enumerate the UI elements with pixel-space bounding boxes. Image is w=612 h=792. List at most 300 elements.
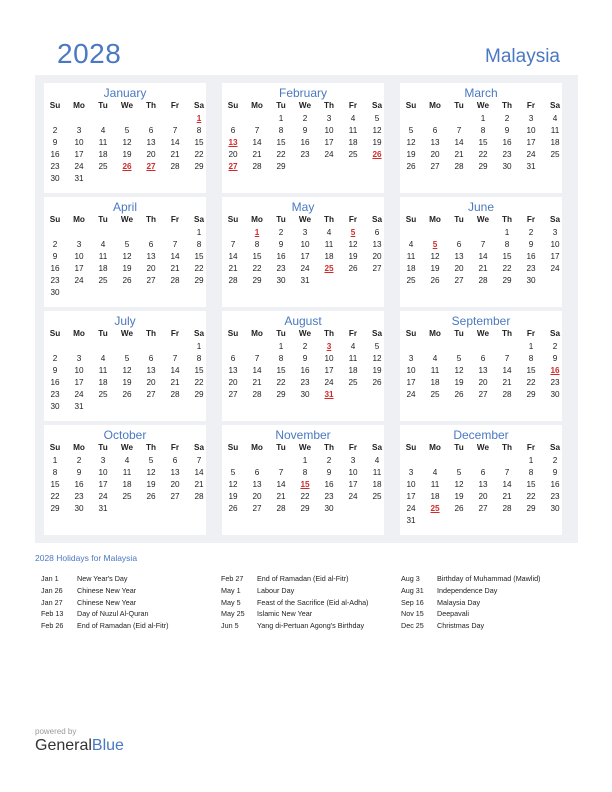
day-cell[interactable]: 10 xyxy=(324,353,334,363)
day-cell[interactable]: 29 xyxy=(526,389,536,399)
day-cell[interactable]: 14 xyxy=(276,479,286,489)
day-cell[interactable]: 22 xyxy=(300,491,310,501)
day-cell[interactable]: 30 xyxy=(526,275,536,285)
day-cell[interactable]: 27 xyxy=(228,389,238,399)
day-cell[interactable]: 12 xyxy=(122,137,132,147)
day-cell[interactable]: 8 xyxy=(278,353,284,363)
day-cell[interactable]: 4 xyxy=(408,239,414,249)
day-cell[interactable]: 2 xyxy=(326,456,332,465)
day-cell[interactable]: 30 xyxy=(50,173,60,183)
day-cell[interactable]: 16 xyxy=(300,137,310,147)
holiday-day-cell[interactable]: 5 xyxy=(350,228,356,237)
day-cell[interactable]: 19 xyxy=(228,491,238,501)
day-cell[interactable]: 13 xyxy=(252,479,262,489)
day-cell[interactable]: 15 xyxy=(194,137,204,147)
day-cell[interactable]: 5 xyxy=(374,114,380,123)
day-cell[interactable]: 17 xyxy=(348,479,358,489)
day-cell[interactable]: 3 xyxy=(528,114,534,123)
day-cell[interactable]: 21 xyxy=(194,479,204,489)
day-cell[interactable]: 20 xyxy=(478,491,488,501)
day-cell[interactable]: 11 xyxy=(98,365,108,375)
day-cell[interactable]: 20 xyxy=(170,479,180,489)
day-cell[interactable]: 4 xyxy=(100,239,106,249)
day-cell[interactable]: 26 xyxy=(454,503,464,513)
day-cell[interactable]: 21 xyxy=(502,491,512,501)
day-cell[interactable]: 26 xyxy=(406,161,416,171)
day-cell[interactable]: 24 xyxy=(74,161,84,171)
day-cell[interactable]: 5 xyxy=(124,239,130,249)
day-cell[interactable]: 15 xyxy=(502,251,512,261)
day-cell[interactable]: 26 xyxy=(372,377,382,387)
day-cell[interactable]: 2 xyxy=(552,342,558,351)
day-cell[interactable]: 28 xyxy=(478,275,488,285)
day-cell[interactable]: 7 xyxy=(480,239,486,249)
day-cell[interactable]: 23 xyxy=(526,263,536,273)
day-cell[interactable]: 11 xyxy=(122,467,132,477)
day-cell[interactable]: 2 xyxy=(278,228,284,237)
day-cell[interactable]: 3 xyxy=(302,228,308,237)
day-cell[interactable]: 13 xyxy=(430,137,440,147)
day-cell[interactable]: 14 xyxy=(502,479,512,489)
day-cell[interactable]: 18 xyxy=(372,479,382,489)
day-cell[interactable]: 18 xyxy=(348,365,358,375)
day-cell[interactable]: 27 xyxy=(146,389,156,399)
day-cell[interactable]: 23 xyxy=(50,389,60,399)
day-cell[interactable]: 13 xyxy=(228,365,238,375)
holiday-day-cell[interactable]: 26 xyxy=(122,161,132,171)
day-cell[interactable]: 22 xyxy=(50,491,60,501)
day-cell[interactable]: 3 xyxy=(326,114,332,123)
day-cell[interactable]: 24 xyxy=(550,263,560,273)
day-cell[interactable]: 10 xyxy=(98,467,108,477)
day-cell[interactable]: 27 xyxy=(478,389,488,399)
day-cell[interactable]: 10 xyxy=(74,137,84,147)
day-cell[interactable]: 24 xyxy=(74,389,84,399)
day-cell[interactable]: 11 xyxy=(430,365,440,375)
day-cell[interactable]: 30 xyxy=(502,161,512,171)
holiday-day-cell[interactable]: 1 xyxy=(254,228,260,237)
day-cell[interactable]: 6 xyxy=(148,353,154,363)
day-cell[interactable]: 8 xyxy=(504,239,510,249)
day-cell[interactable]: 28 xyxy=(170,275,180,285)
day-cell[interactable]: 16 xyxy=(74,479,84,489)
day-cell[interactable]: 14 xyxy=(170,365,180,375)
day-cell[interactable]: 3 xyxy=(350,456,356,465)
day-cell[interactable]: 12 xyxy=(372,125,382,135)
day-cell[interactable]: 11 xyxy=(98,137,108,147)
day-cell[interactable]: 15 xyxy=(50,479,60,489)
day-cell[interactable]: 24 xyxy=(300,263,310,273)
day-cell[interactable]: 1 xyxy=(196,228,202,237)
day-cell[interactable]: 14 xyxy=(502,365,512,375)
day-cell[interactable]: 25 xyxy=(430,389,440,399)
holiday-day-cell[interactable]: 3 xyxy=(326,342,332,351)
day-cell[interactable]: 10 xyxy=(550,239,560,249)
day-cell[interactable]: 9 xyxy=(52,137,58,147)
day-cell[interactable]: 6 xyxy=(480,467,486,477)
day-cell[interactable]: 6 xyxy=(432,125,438,135)
day-cell[interactable]: 29 xyxy=(478,161,488,171)
day-cell[interactable]: 27 xyxy=(430,161,440,171)
day-cell[interactable]: 16 xyxy=(300,365,310,375)
day-cell[interactable]: 17 xyxy=(300,251,310,261)
day-cell[interactable]: 31 xyxy=(74,401,84,411)
day-cell[interactable]: 3 xyxy=(76,239,82,249)
brand-logo[interactable] xyxy=(35,737,124,755)
day-cell[interactable]: 26 xyxy=(146,491,156,501)
day-cell[interactable]: 9 xyxy=(52,365,58,375)
day-cell[interactable]: 21 xyxy=(252,149,262,159)
day-cell[interactable]: 5 xyxy=(124,353,130,363)
day-cell[interactable]: 25 xyxy=(550,149,560,159)
holiday-day-cell[interactable]: 25 xyxy=(430,503,440,513)
day-cell[interactable]: 14 xyxy=(478,251,488,261)
day-cell[interactable]: 25 xyxy=(98,161,108,171)
day-cell[interactable]: 12 xyxy=(430,251,440,261)
day-cell[interactable]: 2 xyxy=(528,228,534,237)
day-cell[interactable]: 27 xyxy=(170,491,180,501)
day-cell[interactable]: 17 xyxy=(526,137,536,147)
day-cell[interactable]: 26 xyxy=(122,275,132,285)
day-cell[interactable]: 3 xyxy=(408,467,414,477)
day-cell[interactable]: 28 xyxy=(228,275,238,285)
holiday-day-cell[interactable]: 5 xyxy=(432,239,438,249)
day-cell[interactable]: 3 xyxy=(408,353,414,363)
day-cell[interactable]: 23 xyxy=(300,377,310,387)
day-cell[interactable]: 14 xyxy=(170,137,180,147)
day-cell[interactable]: 19 xyxy=(372,137,382,147)
day-cell[interactable]: 16 xyxy=(276,251,286,261)
day-cell[interactable]: 30 xyxy=(300,389,310,399)
day-cell[interactable]: 24 xyxy=(348,491,358,501)
day-cell[interactable]: 8 xyxy=(528,353,534,363)
day-cell[interactable]: 21 xyxy=(478,263,488,273)
day-cell[interactable]: 31 xyxy=(74,173,84,183)
day-cell[interactable]: 9 xyxy=(552,353,558,363)
day-cell[interactable]: 10 xyxy=(74,365,84,375)
day-cell[interactable]: 2 xyxy=(552,456,558,465)
day-cell[interactable]: 4 xyxy=(374,456,380,465)
day-cell[interactable]: 18 xyxy=(430,377,440,387)
day-cell[interactable]: 7 xyxy=(230,239,236,249)
day-cell[interactable]: 18 xyxy=(550,137,560,147)
day-cell[interactable]: 30 xyxy=(550,389,560,399)
day-cell[interactable]: 10 xyxy=(74,251,84,261)
day-cell[interactable]: 18 xyxy=(406,263,416,273)
day-cell[interactable]: 14 xyxy=(194,467,204,477)
day-cell[interactable]: 6 xyxy=(480,353,486,363)
day-cell[interactable]: 3 xyxy=(552,228,558,237)
day-cell[interactable]: 24 xyxy=(74,275,84,285)
day-cell[interactable]: 21 xyxy=(502,377,512,387)
day-cell[interactable]: 29 xyxy=(194,275,204,285)
day-cell[interactable]: 2 xyxy=(52,125,58,135)
day-cell[interactable]: 21 xyxy=(454,149,464,159)
day-cell[interactable]: 7 xyxy=(172,239,178,249)
day-cell[interactable]: 8 xyxy=(528,467,534,477)
day-cell[interactable]: 26 xyxy=(228,503,238,513)
day-cell[interactable]: 25 xyxy=(98,389,108,399)
day-cell[interactable]: 22 xyxy=(194,377,204,387)
day-cell[interactable]: 14 xyxy=(170,251,180,261)
day-cell[interactable]: 11 xyxy=(406,251,416,261)
day-cell[interactable]: 11 xyxy=(348,353,358,363)
holiday-day-cell[interactable]: 27 xyxy=(228,161,238,171)
day-cell[interactable]: 16 xyxy=(526,251,536,261)
day-cell[interactable]: 11 xyxy=(550,125,560,135)
day-cell[interactable]: 26 xyxy=(430,275,440,285)
day-cell[interactable]: 3 xyxy=(100,456,106,465)
day-cell[interactable]: 17 xyxy=(550,251,560,261)
day-cell[interactable]: 17 xyxy=(98,479,108,489)
day-cell[interactable]: 23 xyxy=(550,377,560,387)
day-cell[interactable]: 9 xyxy=(302,125,308,135)
day-cell[interactable]: 25 xyxy=(348,149,358,159)
day-cell[interactable]: 19 xyxy=(372,365,382,375)
day-cell[interactable]: 31 xyxy=(98,503,108,513)
day-cell[interactable]: 20 xyxy=(146,263,156,273)
day-cell[interactable]: 17 xyxy=(324,137,334,147)
day-cell[interactable]: 12 xyxy=(122,365,132,375)
day-cell[interactable]: 19 xyxy=(430,263,440,273)
day-cell[interactable]: 4 xyxy=(124,456,130,465)
day-cell[interactable]: 2 xyxy=(76,456,82,465)
day-cell[interactable]: 1 xyxy=(504,228,510,237)
day-cell[interactable]: 8 xyxy=(196,353,202,363)
day-cell[interactable]: 17 xyxy=(406,491,416,501)
day-cell[interactable]: 19 xyxy=(454,377,464,387)
day-cell[interactable]: 6 xyxy=(230,125,236,135)
day-cell[interactable]: 20 xyxy=(146,377,156,387)
day-cell[interactable]: 18 xyxy=(348,137,358,147)
day-cell[interactable]: 28 xyxy=(170,389,180,399)
day-cell[interactable]: 20 xyxy=(478,377,488,387)
day-cell[interactable]: 31 xyxy=(300,275,310,285)
day-cell[interactable]: 10 xyxy=(324,125,334,135)
day-cell[interactable]: 8 xyxy=(278,125,284,135)
day-cell[interactable]: 23 xyxy=(50,161,60,171)
day-cell[interactable]: 17 xyxy=(74,377,84,387)
day-cell[interactable]: 19 xyxy=(122,263,132,273)
day-cell[interactable]: 23 xyxy=(276,263,286,273)
day-cell[interactable]: 16 xyxy=(50,377,60,387)
day-cell[interactable]: 27 xyxy=(146,275,156,285)
day-cell[interactable]: 11 xyxy=(324,239,334,249)
day-cell[interactable]: 4 xyxy=(552,114,558,123)
day-cell[interactable]: 29 xyxy=(194,161,204,171)
day-cell[interactable]: 18 xyxy=(122,479,132,489)
day-cell[interactable]: 1 xyxy=(278,342,284,351)
day-cell[interactable]: 16 xyxy=(502,137,512,147)
day-cell[interactable]: 27 xyxy=(478,503,488,513)
day-cell[interactable]: 26 xyxy=(348,263,358,273)
day-cell[interactable]: 17 xyxy=(74,263,84,273)
day-cell[interactable]: 19 xyxy=(454,491,464,501)
day-cell[interactable]: 26 xyxy=(454,389,464,399)
day-cell[interactable]: 28 xyxy=(194,491,204,501)
day-cell[interactable]: 5 xyxy=(408,125,414,135)
day-cell[interactable]: 15 xyxy=(276,365,286,375)
day-cell[interactable]: 7 xyxy=(254,353,260,363)
day-cell[interactable]: 13 xyxy=(146,137,156,147)
day-cell[interactable]: 9 xyxy=(552,467,558,477)
day-cell[interactable]: 15 xyxy=(478,137,488,147)
day-cell[interactable]: 12 xyxy=(454,365,464,375)
day-cell[interactable]: 9 xyxy=(326,467,332,477)
day-cell[interactable]: 28 xyxy=(454,161,464,171)
day-cell[interactable]: 14 xyxy=(454,137,464,147)
day-cell[interactable]: 13 xyxy=(478,365,488,375)
day-cell[interactable]: 29 xyxy=(526,503,536,513)
day-cell[interactable]: 11 xyxy=(372,467,382,477)
day-cell[interactable]: 6 xyxy=(148,125,154,135)
day-cell[interactable]: 13 xyxy=(170,467,180,477)
day-cell[interactable]: 2 xyxy=(504,114,510,123)
day-cell[interactable]: 15 xyxy=(526,479,536,489)
day-cell[interactable]: 8 xyxy=(254,239,260,249)
day-cell[interactable]: 17 xyxy=(324,365,334,375)
day-cell[interactable]: 18 xyxy=(98,377,108,387)
day-cell[interactable]: 24 xyxy=(406,389,416,399)
day-cell[interactable]: 20 xyxy=(146,149,156,159)
day-cell[interactable]: 12 xyxy=(348,239,358,249)
day-cell[interactable]: 1 xyxy=(52,456,58,465)
day-cell[interactable]: 22 xyxy=(526,491,536,501)
day-cell[interactable]: 8 xyxy=(196,239,202,249)
day-cell[interactable]: 14 xyxy=(252,365,262,375)
day-cell[interactable]: 21 xyxy=(276,491,286,501)
day-cell[interactable]: 4 xyxy=(432,353,438,363)
day-cell[interactable]: 8 xyxy=(302,467,308,477)
day-cell[interactable]: 9 xyxy=(302,353,308,363)
day-cell[interactable]: 16 xyxy=(324,479,334,489)
day-cell[interactable]: 29 xyxy=(300,503,310,513)
day-cell[interactable]: 13 xyxy=(454,251,464,261)
day-cell[interactable]: 30 xyxy=(50,401,60,411)
holiday-day-cell[interactable]: 16 xyxy=(550,365,560,375)
day-cell[interactable]: 22 xyxy=(194,149,204,159)
day-cell[interactable]: 30 xyxy=(74,503,84,513)
day-cell[interactable]: 12 xyxy=(454,479,464,489)
day-cell[interactable]: 29 xyxy=(50,503,60,513)
day-cell[interactable]: 9 xyxy=(504,125,510,135)
day-cell[interactable]: 23 xyxy=(324,491,334,501)
day-cell[interactable]: 20 xyxy=(228,377,238,387)
day-cell[interactable]: 27 xyxy=(252,503,262,513)
day-cell[interactable]: 1 xyxy=(528,342,534,351)
day-cell[interactable]: 18 xyxy=(98,149,108,159)
day-cell[interactable]: 10 xyxy=(300,239,310,249)
day-cell[interactable]: 21 xyxy=(170,149,180,159)
day-cell[interactable]: 28 xyxy=(170,161,180,171)
day-cell[interactable]: 1 xyxy=(278,114,284,123)
day-cell[interactable]: 6 xyxy=(172,456,178,465)
day-cell[interactable]: 25 xyxy=(348,377,358,387)
day-cell[interactable]: 24 xyxy=(526,149,536,159)
day-cell[interactable]: 28 xyxy=(276,503,286,513)
day-cell[interactable]: 2 xyxy=(52,353,58,363)
day-cell[interactable]: 9 xyxy=(278,239,284,249)
day-cell[interactable]: 29 xyxy=(502,275,512,285)
day-cell[interactable]: 20 xyxy=(454,263,464,273)
day-cell[interactable]: 6 xyxy=(148,239,154,249)
day-cell[interactable]: 12 xyxy=(146,467,156,477)
day-cell[interactable]: 14 xyxy=(252,137,262,147)
day-cell[interactable]: 20 xyxy=(252,491,262,501)
day-cell[interactable]: 25 xyxy=(372,491,382,501)
day-cell[interactable]: 17 xyxy=(406,377,416,387)
day-cell[interactable]: 7 xyxy=(172,125,178,135)
day-cell[interactable]: 19 xyxy=(348,251,358,261)
day-cell[interactable]: 22 xyxy=(526,377,536,387)
day-cell[interactable]: 27 xyxy=(372,263,382,273)
day-cell[interactable]: 20 xyxy=(228,149,238,159)
day-cell[interactable]: 14 xyxy=(228,251,238,261)
day-cell[interactable]: 4 xyxy=(100,353,106,363)
day-cell[interactable]: 24 xyxy=(324,377,334,387)
day-cell[interactable]: 30 xyxy=(276,275,286,285)
day-cell[interactable]: 30 xyxy=(550,503,560,513)
holiday-day-cell[interactable]: 31 xyxy=(324,389,334,399)
day-cell[interactable]: 8 xyxy=(52,467,58,477)
day-cell[interactable]: 28 xyxy=(252,161,262,171)
day-cell[interactable]: 13 xyxy=(146,251,156,261)
day-cell[interactable]: 15 xyxy=(276,137,286,147)
day-cell[interactable]: 1 xyxy=(528,456,534,465)
day-cell[interactable]: 29 xyxy=(276,161,286,171)
day-cell[interactable]: 28 xyxy=(252,389,262,399)
day-cell[interactable]: 7 xyxy=(456,125,462,135)
day-cell[interactable]: 12 xyxy=(228,479,238,489)
day-cell[interactable]: 9 xyxy=(528,239,534,249)
day-cell[interactable]: 27 xyxy=(454,275,464,285)
day-cell[interactable]: 22 xyxy=(478,149,488,159)
day-cell[interactable]: 19 xyxy=(122,377,132,387)
day-cell[interactable]: 19 xyxy=(406,149,416,159)
day-cell[interactable]: 2 xyxy=(302,342,308,351)
day-cell[interactable]: 30 xyxy=(50,287,60,297)
day-cell[interactable]: 7 xyxy=(254,125,260,135)
holiday-day-cell[interactable]: 25 xyxy=(324,263,334,273)
day-cell[interactable]: 22 xyxy=(276,149,286,159)
day-cell[interactable]: 23 xyxy=(550,491,560,501)
day-cell[interactable]: 11 xyxy=(430,479,440,489)
day-cell[interactable]: 18 xyxy=(430,491,440,501)
day-cell[interactable]: 8 xyxy=(480,125,486,135)
day-cell[interactable]: 5 xyxy=(456,353,462,363)
day-cell[interactable]: 9 xyxy=(76,467,82,477)
day-cell[interactable]: 5 xyxy=(374,342,380,351)
day-cell[interactable]: 16 xyxy=(50,263,60,273)
day-cell[interactable]: 1 xyxy=(196,342,202,351)
day-cell[interactable]: 10 xyxy=(526,125,536,135)
day-cell[interactable]: 25 xyxy=(98,275,108,285)
day-cell[interactable]: 20 xyxy=(372,251,382,261)
day-cell[interactable]: 10 xyxy=(348,467,358,477)
day-cell[interactable]: 29 xyxy=(252,275,262,285)
day-cell[interactable]: 28 xyxy=(502,503,512,513)
day-cell[interactable]: 30 xyxy=(324,503,334,513)
day-cell[interactable]: 31 xyxy=(406,515,416,525)
day-cell[interactable]: 4 xyxy=(432,467,438,477)
day-cell[interactable]: 20 xyxy=(430,149,440,159)
holiday-day-cell[interactable]: 15 xyxy=(300,479,310,489)
day-cell[interactable]: 25 xyxy=(406,275,416,285)
day-cell[interactable]: 13 xyxy=(146,365,156,375)
day-cell[interactable]: 23 xyxy=(502,149,512,159)
day-cell[interactable]: 22 xyxy=(502,263,512,273)
day-cell[interactable]: 2 xyxy=(302,114,308,123)
